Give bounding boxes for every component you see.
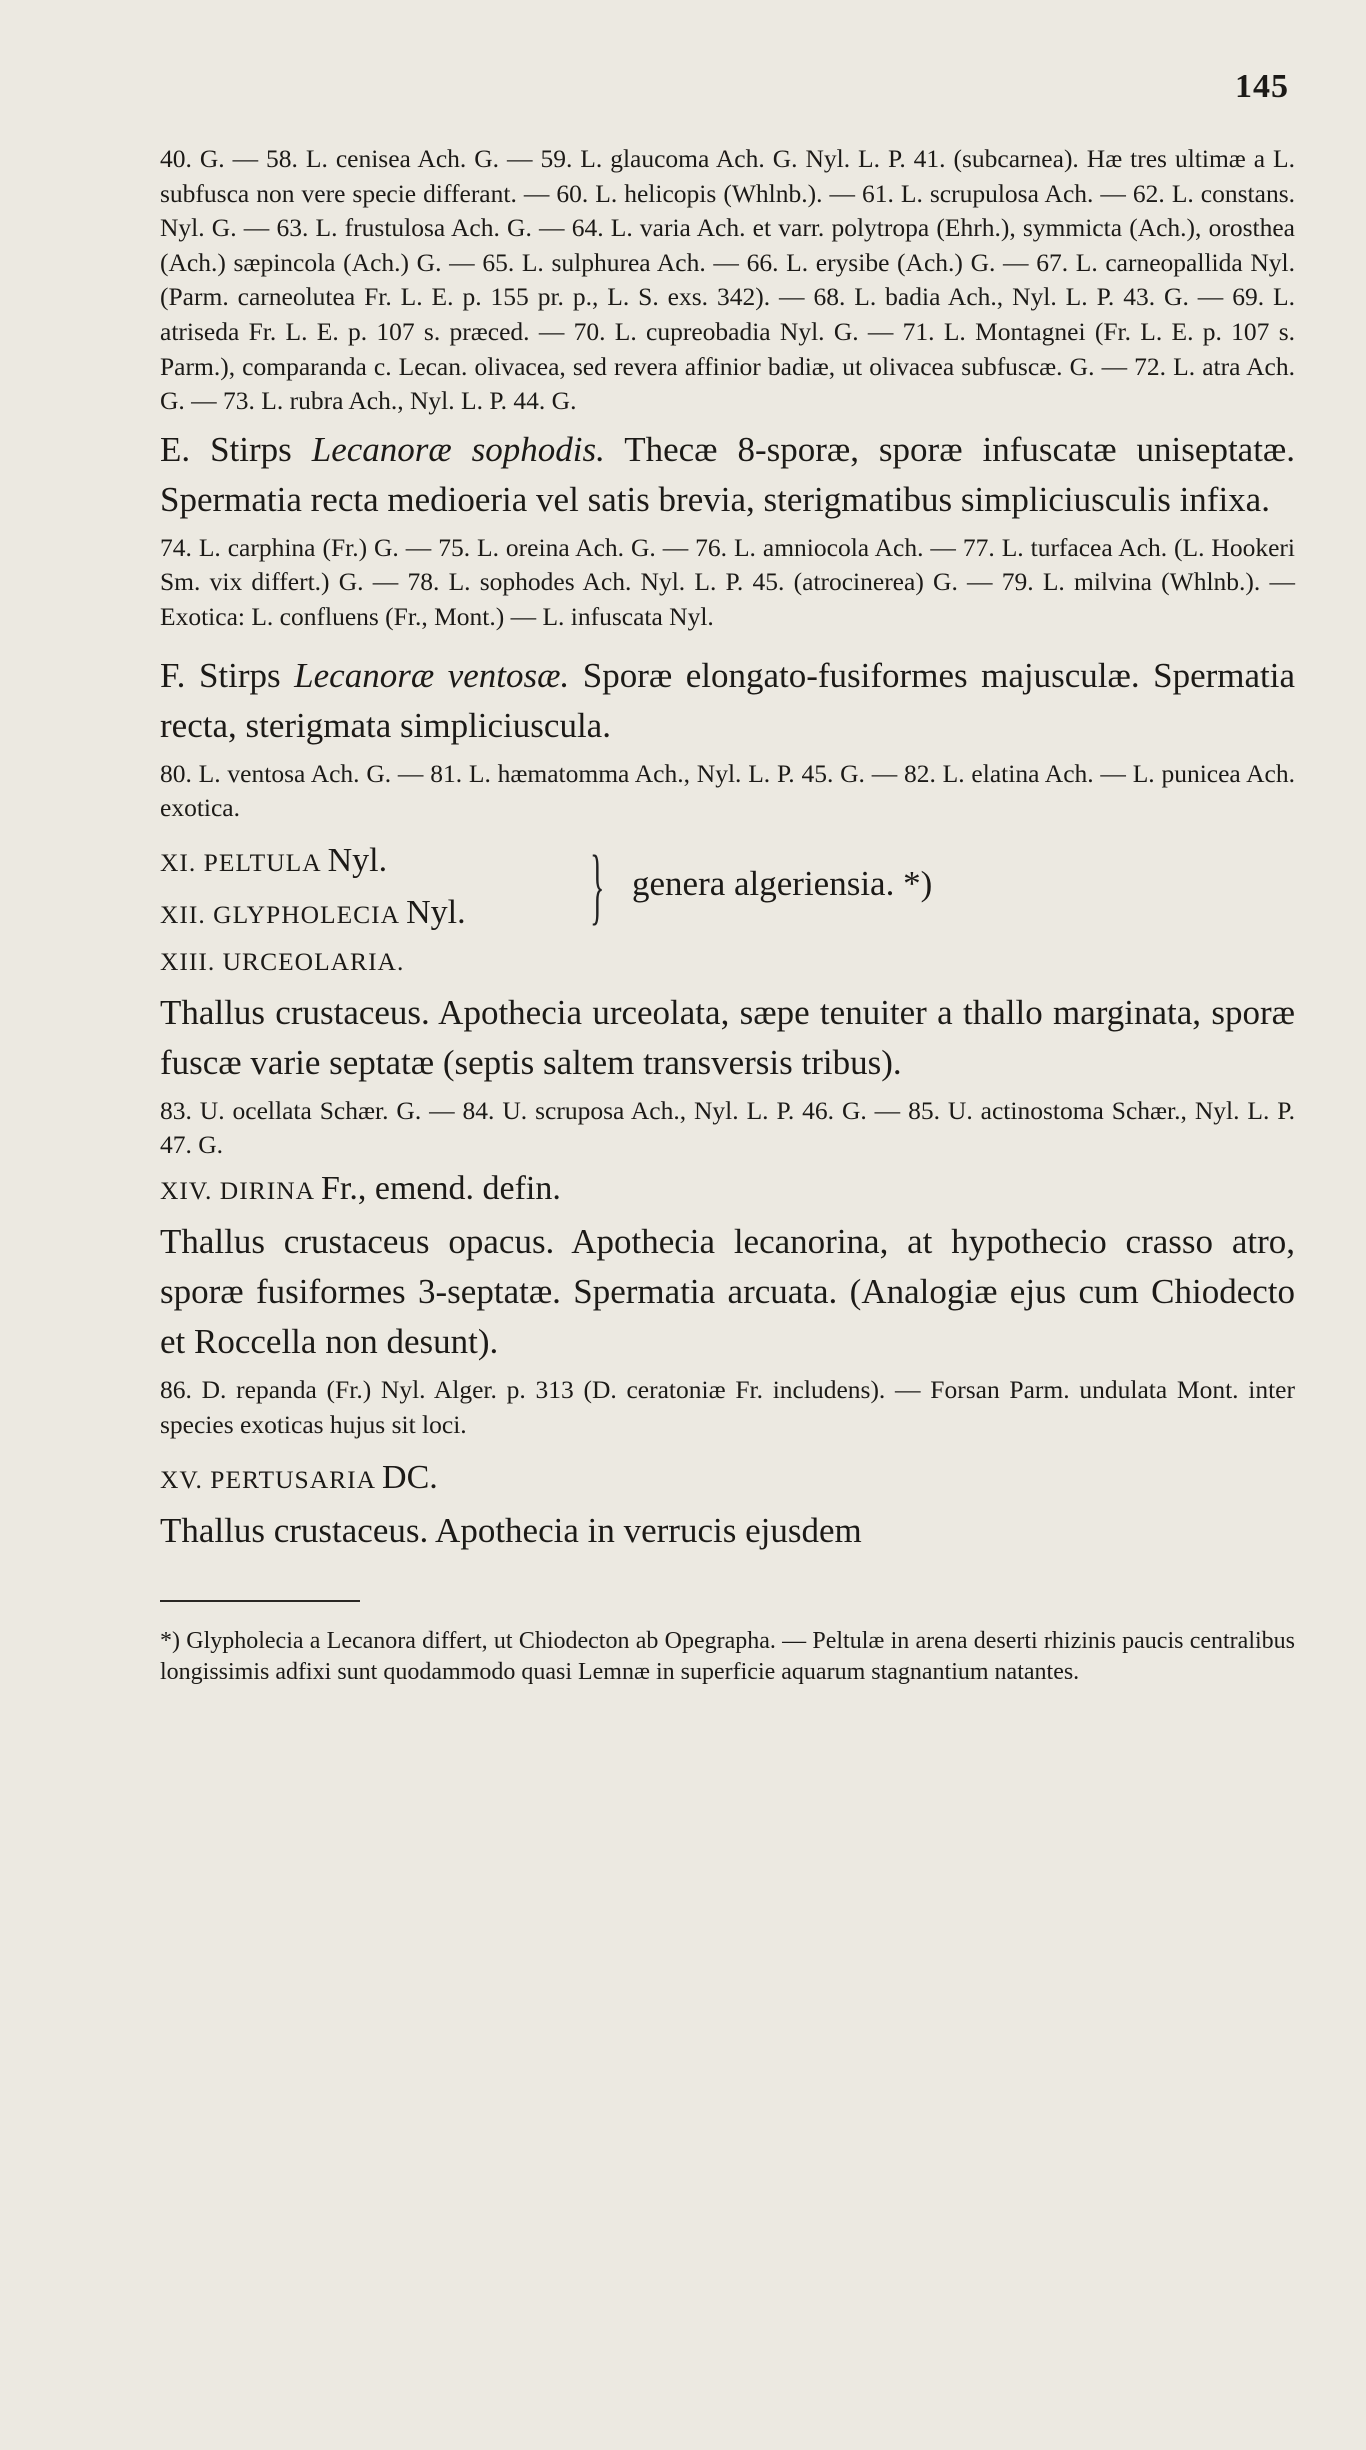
urceolaria-species-list: 83. U. ocellata Schær. G. — 84. U. scruposa Ach., Nyl. L. P. 46. G. — 85. U. actinostoma Schær., Nyl. L. P. 47. G. (160, 1095, 1295, 1160)
section-e-head-italic: Lecanoræ sophodis. (311, 429, 605, 469)
section-e-description (160, 425, 1295, 525)
dirina-description: Thallus crustaceus opacus. Apothecia lecanorina, at hypothecio crasso atro, sporæ fusiformes 3-septatæ. Spermatia arcuata. (Analogiæ ejus cum Chiodecto et Roccella non desunt). (160, 1221, 1295, 1361)
section-e-head: Stirps (210, 429, 312, 469)
footnote-rule (160, 1600, 360, 1602)
footnote: *) Glypholecia a Lecanora differt, ut Chiodecton ab Opegrapha. — Peltulæ in arena deserti rhizinis paucis centralibus longissimis adfixi sunt quodammodo quasi Lemnæ in superficie aquarum stagnantium natantes. (160, 1628, 1295, 1686)
page-number: 145 (1235, 68, 1289, 105)
section-e-letter: E. (160, 429, 191, 469)
section-f-head-italic: Lecanoræ ventosæ. (294, 655, 570, 695)
section-f-head: Stirps (198, 655, 295, 695)
genus-peltula: XI. PELTULA Nyl. (160, 841, 388, 879)
genera-algeriensia-group (160, 834, 1295, 942)
section-e-text: Thecæ 8-sporæ, sporæ infuscatæ uniseptatæ. Spermatia recta medioeria vel satis brevia, sterigmatibus simpliciusculis infixa. (160, 429, 1296, 519)
genus-urceolaria-heading: XIII. URCEOLARIA. (160, 946, 405, 976)
genera-algeriensia-note: genera algeriensia. *) (632, 863, 933, 903)
section-f-description (160, 651, 1295, 751)
genus-glypholecia: XII. GLYPHOLECIA Nyl. (160, 893, 466, 931)
page-content (160, 68, 1295, 1688)
pertusaria-description: Thallus crustaceus. Apothecia in verrucis ejusdem (160, 1511, 862, 1551)
section-f-species-list: 80. L. ventosa Ach. G. — 81. L. hæmatomma Ach., Nyl. L. P. 45. G. — 82. L. elatina Ach. — L. punicea Ach. exotica. (160, 758, 1295, 823)
species-list-lecanora-cont: 40. G. — 58. L. cenisea Ach. G. — 59. L. glaucoma Ach. G. Nyl. L. P. 41. (subcarnea). Hæ tres ultimæ a L. subfusca non vere specie differant. — 60. L. helicopis (Whlnb.). — 61. L. scrupulosa Ach. — 62. L. constans. Nyl. G. — 63. L. frustulosa Ach. G. — 64. L. varia Ach. et varr. polytropa (Ehrh.), symmicta (Ach.), orosthea (Ach.) sæpincola (Ach.) G. — 65. L. sulphurea Ach. — 66. L. erysibe (Ach.) G. — 67. L. carneopallida Nyl. (Parm. carneolutea Fr. L. E. p. 155 pr. p., L. S. exs. 342). — 68. L. badia Ach., Nyl. L. P. 43. G. — 69. L. atriseda Fr. L. E. p. 107 s. præced. — 70. L. cupreobadia Nyl. G. — 71. L. Montagnei (Fr. L. E. p. 107 s. Parm.), comparanda c. Lecan. olivacea, sed revera affinior badiæ, ut olivacea subfuscæ. G. — 72. L. atra Ach. G. — 73. L. rubra Ach., Nyl. L. P. 44. G. (160, 144, 1295, 416)
urceolaria-description: Thallus crustaceus. Apothecia urceolata, sæpe tenuiter a thallo marginata, sporæ fuscæ varie septatæ (septis saltem transversis tribus). (160, 992, 1295, 1082)
curly-brace: } (590, 836, 605, 933)
genus-pertusaria-heading: XV. PERTUSARIA DC. (160, 1459, 438, 1497)
genus-dirina-heading: XIV. DIRINA Fr., emend. defin. (160, 1169, 561, 1207)
dirina-species-list: 86. D. repanda (Fr.) Nyl. Alger. p. 313 (D. ceratoniæ Fr. includens). — Forsan Parm. undulata Mont. inter species exoticas hujus sit loci. (160, 1374, 1295, 1439)
section-f-letter: F. (160, 655, 186, 695)
section-e-species-list: 74. L. carphina (Fr.) G. — 75. L. oreina Ach. G. — 76. L. amniocola Ach. — 77. L. turfacea Ach. (L. Hookeri Sm. vix differt.) G. — 78. L. sophodes Ach. Nyl. L. P. 45. (atrocinerea) G. — 79. L. milvina (Whlnb.). — Exotica: L. confluens (Fr., Mont.) — L. infuscata Nyl. (160, 532, 1295, 631)
section-f-text: Sporæ elongato-fusiformes majusculæ. Spermatia recta, sterigmata simpliciuscula. (160, 655, 1295, 745)
